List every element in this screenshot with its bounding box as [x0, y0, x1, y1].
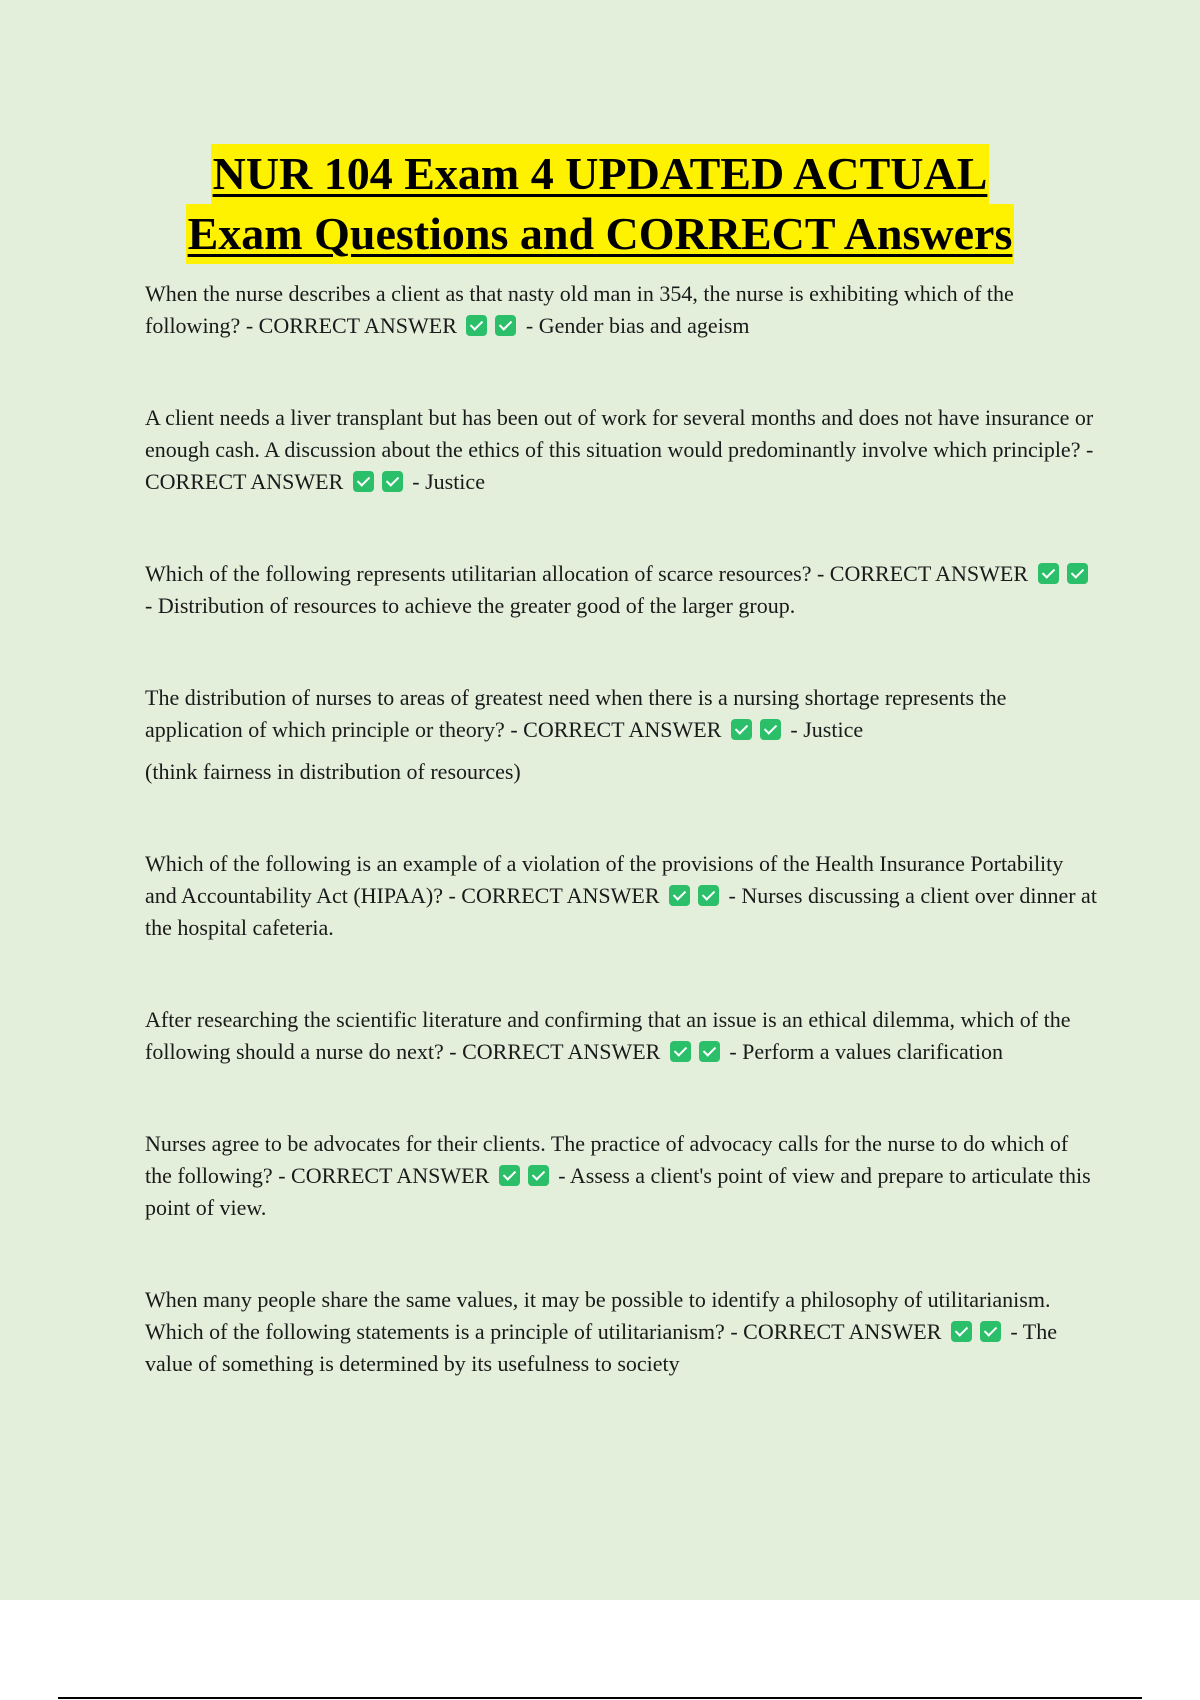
answer-marker: - CORRECT ANSWER	[442, 883, 660, 908]
answer-marker: - CORRECT ANSWER	[811, 561, 1029, 586]
answer-marker: - CORRECT ANSWER	[145, 437, 1094, 494]
check-mark-icon	[698, 885, 719, 906]
answer-marker: - CORRECT ANSWER	[724, 1319, 942, 1344]
qa-item	[145, 1004, 1100, 1068]
check-mark-icon	[670, 1041, 691, 1062]
answer-text: - Gender bias and ageism	[525, 313, 750, 338]
answer-text: - Justice	[412, 469, 485, 494]
check-mark-icon	[495, 315, 516, 336]
answer-text: - The value of something is determined by its usefulness to society	[145, 1319, 1058, 1376]
qa-item	[145, 1128, 1100, 1224]
check-mark-icon	[1038, 563, 1059, 584]
qa-list	[145, 278, 1100, 1440]
check-mark-icon	[466, 315, 487, 336]
answer-text: - Distribution of resources to achieve the greater good of the larger group.	[145, 593, 796, 618]
answer-text: - Assess a client's point of view and prepare to articulate this point of view.	[145, 1163, 1091, 1220]
title-line-2: Exam Questions and CORRECT Answers	[186, 204, 1015, 264]
question-text: When many people share the same values, it may be possible to identify a philosophy of utilitarianism. Which of the following statements is a principle of utilitarianism?	[145, 1287, 1051, 1344]
question-text: Which of the following is an example of a violation of the provisions of the Health Insurance Portability and Accountability Act (HIPAA)?	[145, 851, 1064, 908]
qa-item	[145, 402, 1100, 498]
title-line-1: NUR 104 Exam 4 UPDATED ACTUAL	[211, 144, 990, 204]
document-title	[0, 144, 1200, 264]
qa-item	[145, 558, 1100, 622]
question-text: After researching the scientific literature and confirming that an issue is an ethical dilemma, which of the following should a nurse do next?	[145, 1007, 1071, 1064]
question-text: Which of the following represents utilitarian allocation of scarce resources?	[145, 561, 812, 586]
qa-item	[145, 682, 1100, 788]
question-text: When the nurse describes a client as that nasty old man in 354, the nurse is exhibiting which of the following?	[145, 281, 1014, 338]
check-mark-icon	[699, 1041, 720, 1062]
question-text: The distribution of nurses to areas of greatest need when there is a nursing shortage represents the application of which principle or theory?	[145, 685, 1007, 742]
check-mark-icon	[499, 1165, 520, 1186]
question-text: A client needs a liver transplant but has been out of work for several months and does not have insurance or enough cash. A discussion about the ethics of this situation would predominantly involve which principle?	[145, 405, 1094, 462]
answer-text: - Nurses discussing a client over dinner at the hospital cafeteria.	[145, 883, 1097, 940]
answer-note: (think fairness in distribution of resources)	[145, 759, 521, 784]
qa-item	[145, 848, 1100, 944]
check-mark-icon	[951, 1321, 972, 1342]
check-mark-icon	[353, 471, 374, 492]
answer-marker: - CORRECT ANSWER	[443, 1039, 661, 1064]
answer-marker: - CORRECT ANSWER	[240, 313, 457, 338]
answer-text: - Perform a values clarification	[729, 1039, 1004, 1064]
answer-text: - Justice	[790, 717, 864, 742]
question-text: Nurses agree to be advocates for their clients. The practice of advocacy calls for the nurse to do which of the following?	[145, 1131, 1069, 1188]
check-mark-icon	[669, 885, 690, 906]
check-mark-icon	[382, 471, 403, 492]
check-mark-icon	[760, 719, 781, 740]
check-mark-icon	[528, 1165, 549, 1186]
check-mark-icon	[731, 719, 752, 740]
answer-marker: - CORRECT ANSWER	[272, 1163, 490, 1188]
check-mark-icon	[1067, 563, 1088, 584]
qa-item	[145, 1284, 1100, 1380]
check-mark-icon	[980, 1321, 1001, 1342]
answer-marker: - CORRECT ANSWER	[504, 717, 722, 742]
footer-rule	[58, 1697, 1142, 1699]
qa-item	[145, 278, 1100, 342]
